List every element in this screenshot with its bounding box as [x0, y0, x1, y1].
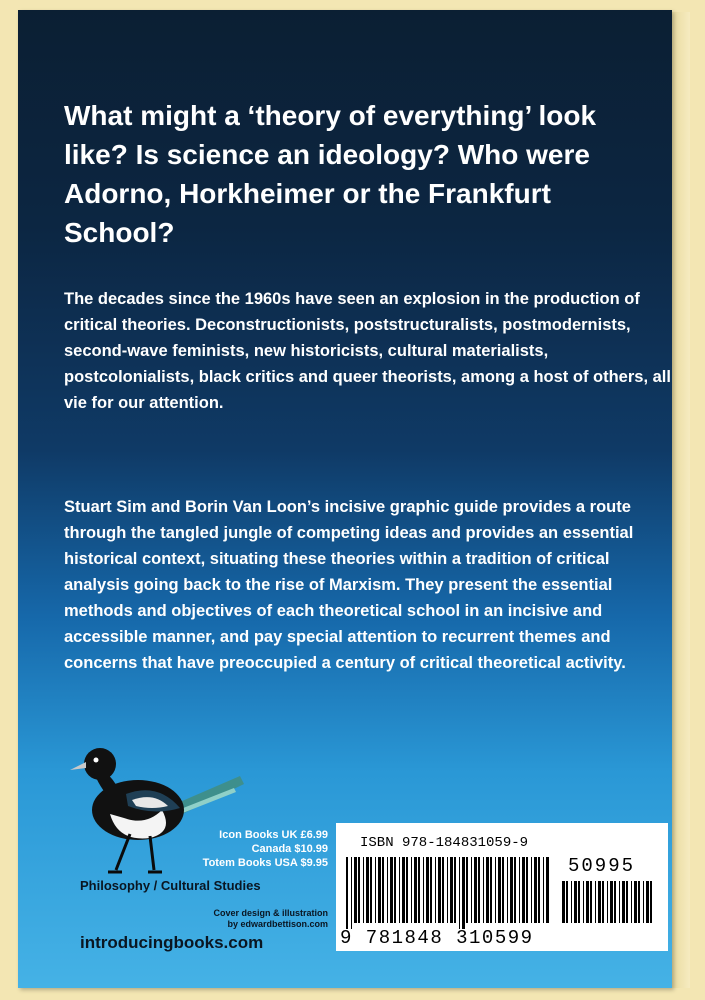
barcode-bar — [566, 881, 568, 923]
barcode-bar — [346, 857, 348, 929]
website-url: introducingbooks.com — [80, 933, 264, 952]
barcode-bar — [626, 881, 628, 923]
price-uk: Icon Books UK £6.99 — [219, 829, 328, 841]
barcode-bar — [610, 881, 613, 923]
barcode-bar — [538, 857, 540, 923]
barcode-bar — [650, 881, 652, 923]
barcode-bar — [614, 881, 616, 923]
barcode-bar — [442, 857, 444, 923]
description-paragraph-2: Stuart Sim and Borin Van Loon’s incisive graphic guide provides a route through the tangled jungle of competing ideas and provides an essential historical context, situating these theories within a tradition of critical analysis going back to the rise of Marxism. They present the essential methods and objectives of each theoretical school in an incisive and accessible manner, and pay special attention to recurrent themes and concerns that have preoccupied a century of critical theoretical activity. — [64, 498, 634, 672]
barcode-bar — [619, 881, 620, 923]
barcode-bar — [526, 857, 528, 923]
barcode-bar — [370, 857, 372, 923]
barcode-bar — [631, 881, 632, 923]
barcode-bar — [607, 881, 608, 923]
barcode-bar — [426, 857, 429, 923]
price-usa: Totem Books USA $9.95 — [202, 857, 328, 869]
barcode-bar — [378, 857, 381, 923]
barcode-bar — [622, 881, 625, 923]
headline: What might a ‘theory of everything’ look like? Is science an ideology? Who were Adorno, Horkheimer or the Frankfurt School? — [64, 100, 597, 248]
barcode-bar — [495, 857, 496, 923]
barcode-bar — [646, 881, 649, 923]
barcode-bar — [638, 881, 640, 923]
barcode-bar — [418, 857, 420, 923]
barcode-bar — [390, 857, 393, 923]
ean-digits: 9 781848 310599 — [340, 927, 534, 949]
credit-line-1: Cover design & illustration — [213, 908, 328, 918]
price-code: 50995 — [568, 855, 636, 877]
barcode-bar — [502, 857, 504, 923]
barcode-bar — [590, 881, 592, 923]
back-cover — [18, 10, 672, 988]
barcode-bar — [406, 857, 408, 923]
ean-barcode — [346, 857, 552, 929]
barcode-bar — [423, 857, 424, 923]
barcode-bar — [450, 857, 453, 923]
barcode-bar — [490, 857, 492, 923]
barcode-bar — [634, 881, 637, 923]
barcode-bar — [543, 857, 544, 923]
barcode-bar — [358, 857, 360, 923]
barcode-bar — [354, 857, 357, 923]
barcode-bar — [571, 881, 572, 923]
barcode-bar — [583, 881, 584, 923]
category-label: Philosophy / Cultural Studies — [80, 878, 261, 893]
barcode-bar — [435, 857, 436, 923]
barcode-bar — [519, 857, 520, 923]
barcode-bar — [531, 857, 532, 923]
barcode-bar — [399, 857, 400, 923]
barcode-bar — [562, 881, 565, 923]
barcode-bar — [394, 857, 396, 923]
barcode-bar — [522, 857, 525, 923]
price-list — [168, 828, 328, 870]
barcode-bar — [483, 857, 484, 923]
barcode-bar — [366, 857, 369, 923]
barcode-bar — [462, 857, 465, 929]
isbn-label: ISBN 978-184831059-9 — [360, 835, 529, 851]
barcode-bar — [498, 857, 501, 923]
barcode-bar — [598, 881, 601, 923]
barcode-panel — [336, 823, 668, 951]
barcode-bar — [474, 857, 477, 923]
barcode-bar — [402, 857, 405, 923]
credit-line-2: by edwardbettison.com — [227, 919, 328, 929]
barcode-bar — [454, 857, 456, 923]
barcode-bar — [466, 857, 468, 923]
description-paragraph-1: The decades since the 1960s have seen an explosion in the production of critical theories. Deconstructionists, poststructuralists, postmodernists, second-wave feminists, new historicists, cultural materialists, postcolonialists, black critics and queer theorists, among a host of others, all vie for our attention. — [64, 290, 671, 412]
barcode-bar — [375, 857, 376, 923]
barcode-bar — [411, 857, 412, 923]
barcode-bar — [382, 857, 384, 923]
barcode-bar — [478, 857, 480, 923]
barcode-bar — [586, 881, 589, 923]
barcode-bar — [643, 881, 644, 923]
barcode-bar — [438, 857, 441, 923]
barcode-bar — [514, 857, 516, 923]
barcode-bar — [447, 857, 448, 923]
barcode-bar — [459, 857, 460, 929]
barcode-bar — [471, 857, 472, 923]
barcode-bar — [351, 857, 352, 929]
barcode-bar — [486, 857, 489, 923]
price-barcode — [562, 881, 658, 929]
page-edge — [672, 12, 690, 988]
barcode-bar — [507, 857, 508, 923]
barcode-bar — [546, 857, 549, 923]
barcode-bar — [387, 857, 388, 923]
barcode-bar — [595, 881, 596, 923]
barcode-bar — [574, 881, 577, 923]
barcode-bar — [430, 857, 432, 923]
barcode-bar — [363, 857, 364, 923]
barcode-bar — [414, 857, 417, 923]
barcode-bar — [578, 881, 580, 923]
barcode-bar — [510, 857, 513, 923]
price-canada: Canada $10.99 — [251, 843, 328, 855]
cover-credit — [188, 908, 328, 930]
barcode-bar — [602, 881, 604, 923]
barcode-bar — [534, 857, 537, 923]
